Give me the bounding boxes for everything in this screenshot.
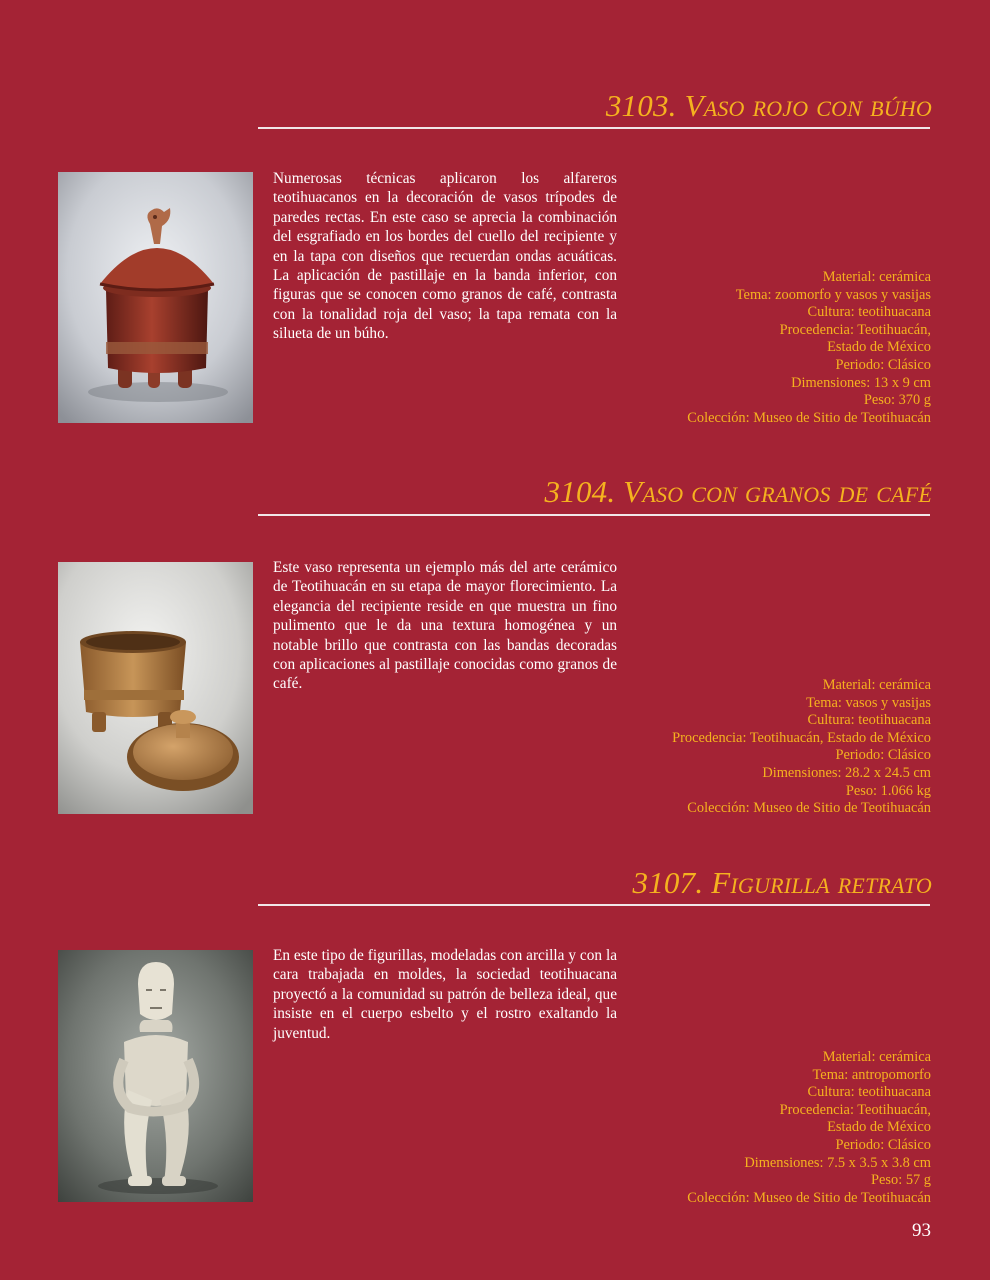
detail-procedencia: Procedencia: Teotihuacán, Estado de México xyxy=(672,729,931,746)
detail-procedencia-cont: Estado de México xyxy=(827,1119,931,1136)
detail-cultura: Cultura: teotihuacana xyxy=(807,1084,931,1101)
detail-coleccion: Colección: Museo de Sitio de Teotihuacán xyxy=(687,800,931,817)
entry-details xyxy=(511,1049,931,1207)
detail-dimensiones: Dimensiones: 7.5 x 3.5 x 3.8 cm xyxy=(744,1154,931,1171)
detail-tema: Tema: zoomorfo y vasos y vasijas xyxy=(735,286,931,303)
entry-title xyxy=(606,86,932,126)
detail-periodo: Periodo: Clásico xyxy=(835,1136,931,1153)
entry-number: 3104. xyxy=(544,474,616,509)
detail-cultura: Cultura: teotihuacana xyxy=(807,712,931,729)
detail-periodo: Periodo: Clásico xyxy=(835,356,931,373)
detail-dimensiones: Dimensiones: 13 x 9 cm xyxy=(791,374,931,391)
detail-cultura: Cultura: teotihuacana xyxy=(807,304,931,321)
entry-description: En este tipo de figurillas, modeladas con arcilla y con la cara trabajada en moldes, la sociedad teotihuacana proyectó a la comunidad su patrón de belleza ideal, que insiste en el cuerpo esbelto y el rostro exaltando la juventud. xyxy=(273,947,617,1042)
detail-coleccion: Colección: Museo de Sitio de Teotihuacán xyxy=(687,1189,931,1206)
entry-number: 3107. xyxy=(632,865,704,900)
detail-procedencia-cont: Estado de México xyxy=(827,339,931,356)
detail-coleccion: Colección: Museo de Sitio de Teotihuacán xyxy=(687,409,931,426)
entry-number: 3103. xyxy=(605,88,677,123)
detail-material: Material: cerámica xyxy=(822,677,931,693)
detail-procedencia: Procedencia: Teotihuacán, xyxy=(779,1101,931,1118)
detail-peso: Peso: 57 g xyxy=(871,1172,931,1189)
detail-tema: Tema: antropomorfo xyxy=(812,1066,931,1083)
artifact-photo-figurine xyxy=(58,950,253,1202)
detail-procedencia: Procedencia: Teotihuacán, xyxy=(779,321,931,338)
entry-title-text: Vaso rojo con búho xyxy=(684,88,932,123)
artifact-photo-red-vessel xyxy=(58,172,253,423)
entry-description: Numerosas técnicas aplicaron los alfareros teotihuacanos en la decoración de vasos trípodes de paredes rectas. En este caso se aprecia la combinación del esgrafiado en los bordes del cuello del recipiente y en la tapa con diseños que recuerdan ondas acuáticas. La aplicación de pastillaje en la banda inferior, con figuras que se conocen como granos de café, contrasta con la tonalidad roja del vaso; la tapa remata con la silueta de un búho. xyxy=(273,170,617,343)
artifact-photo-coffee-bean-vessel xyxy=(58,562,253,814)
entry-title-text: Vaso con granos de café xyxy=(623,474,932,509)
entry-title-text: Figurilla retrato xyxy=(711,865,932,900)
detail-material: Material: cerámica xyxy=(822,269,931,285)
detail-peso: Peso: 1.066 kg xyxy=(845,782,931,799)
title-divider xyxy=(258,904,930,906)
detail-dimensiones: Dimensiones: 28.2 x 24.5 cm xyxy=(762,764,931,781)
detail-tema: Tema: vasos y vasijas xyxy=(806,694,931,711)
entry-details xyxy=(511,677,931,818)
entry-title xyxy=(633,863,932,903)
detail-periodo: Periodo: Clásico xyxy=(835,747,931,764)
detail-material: Material: cerámica xyxy=(822,1049,931,1065)
entry-details xyxy=(511,269,931,427)
title-divider xyxy=(258,514,930,516)
entry-title xyxy=(545,472,932,512)
entry-description: Este vaso representa un ejemplo más del arte cerámico de Teotihuacán en su etapa de mayor florecimiento. La elegancia del recipiente reside en que muestra un fino pulimento que le da una textura homogénea y un notable brillo que contrasta con las bandas decoradas con aplicaciones al pastillaje conocidas como granos de café. xyxy=(273,559,617,693)
detail-peso: Peso: 370 g xyxy=(863,392,931,409)
page-number: 93 xyxy=(912,1220,931,1241)
title-divider xyxy=(258,127,930,129)
